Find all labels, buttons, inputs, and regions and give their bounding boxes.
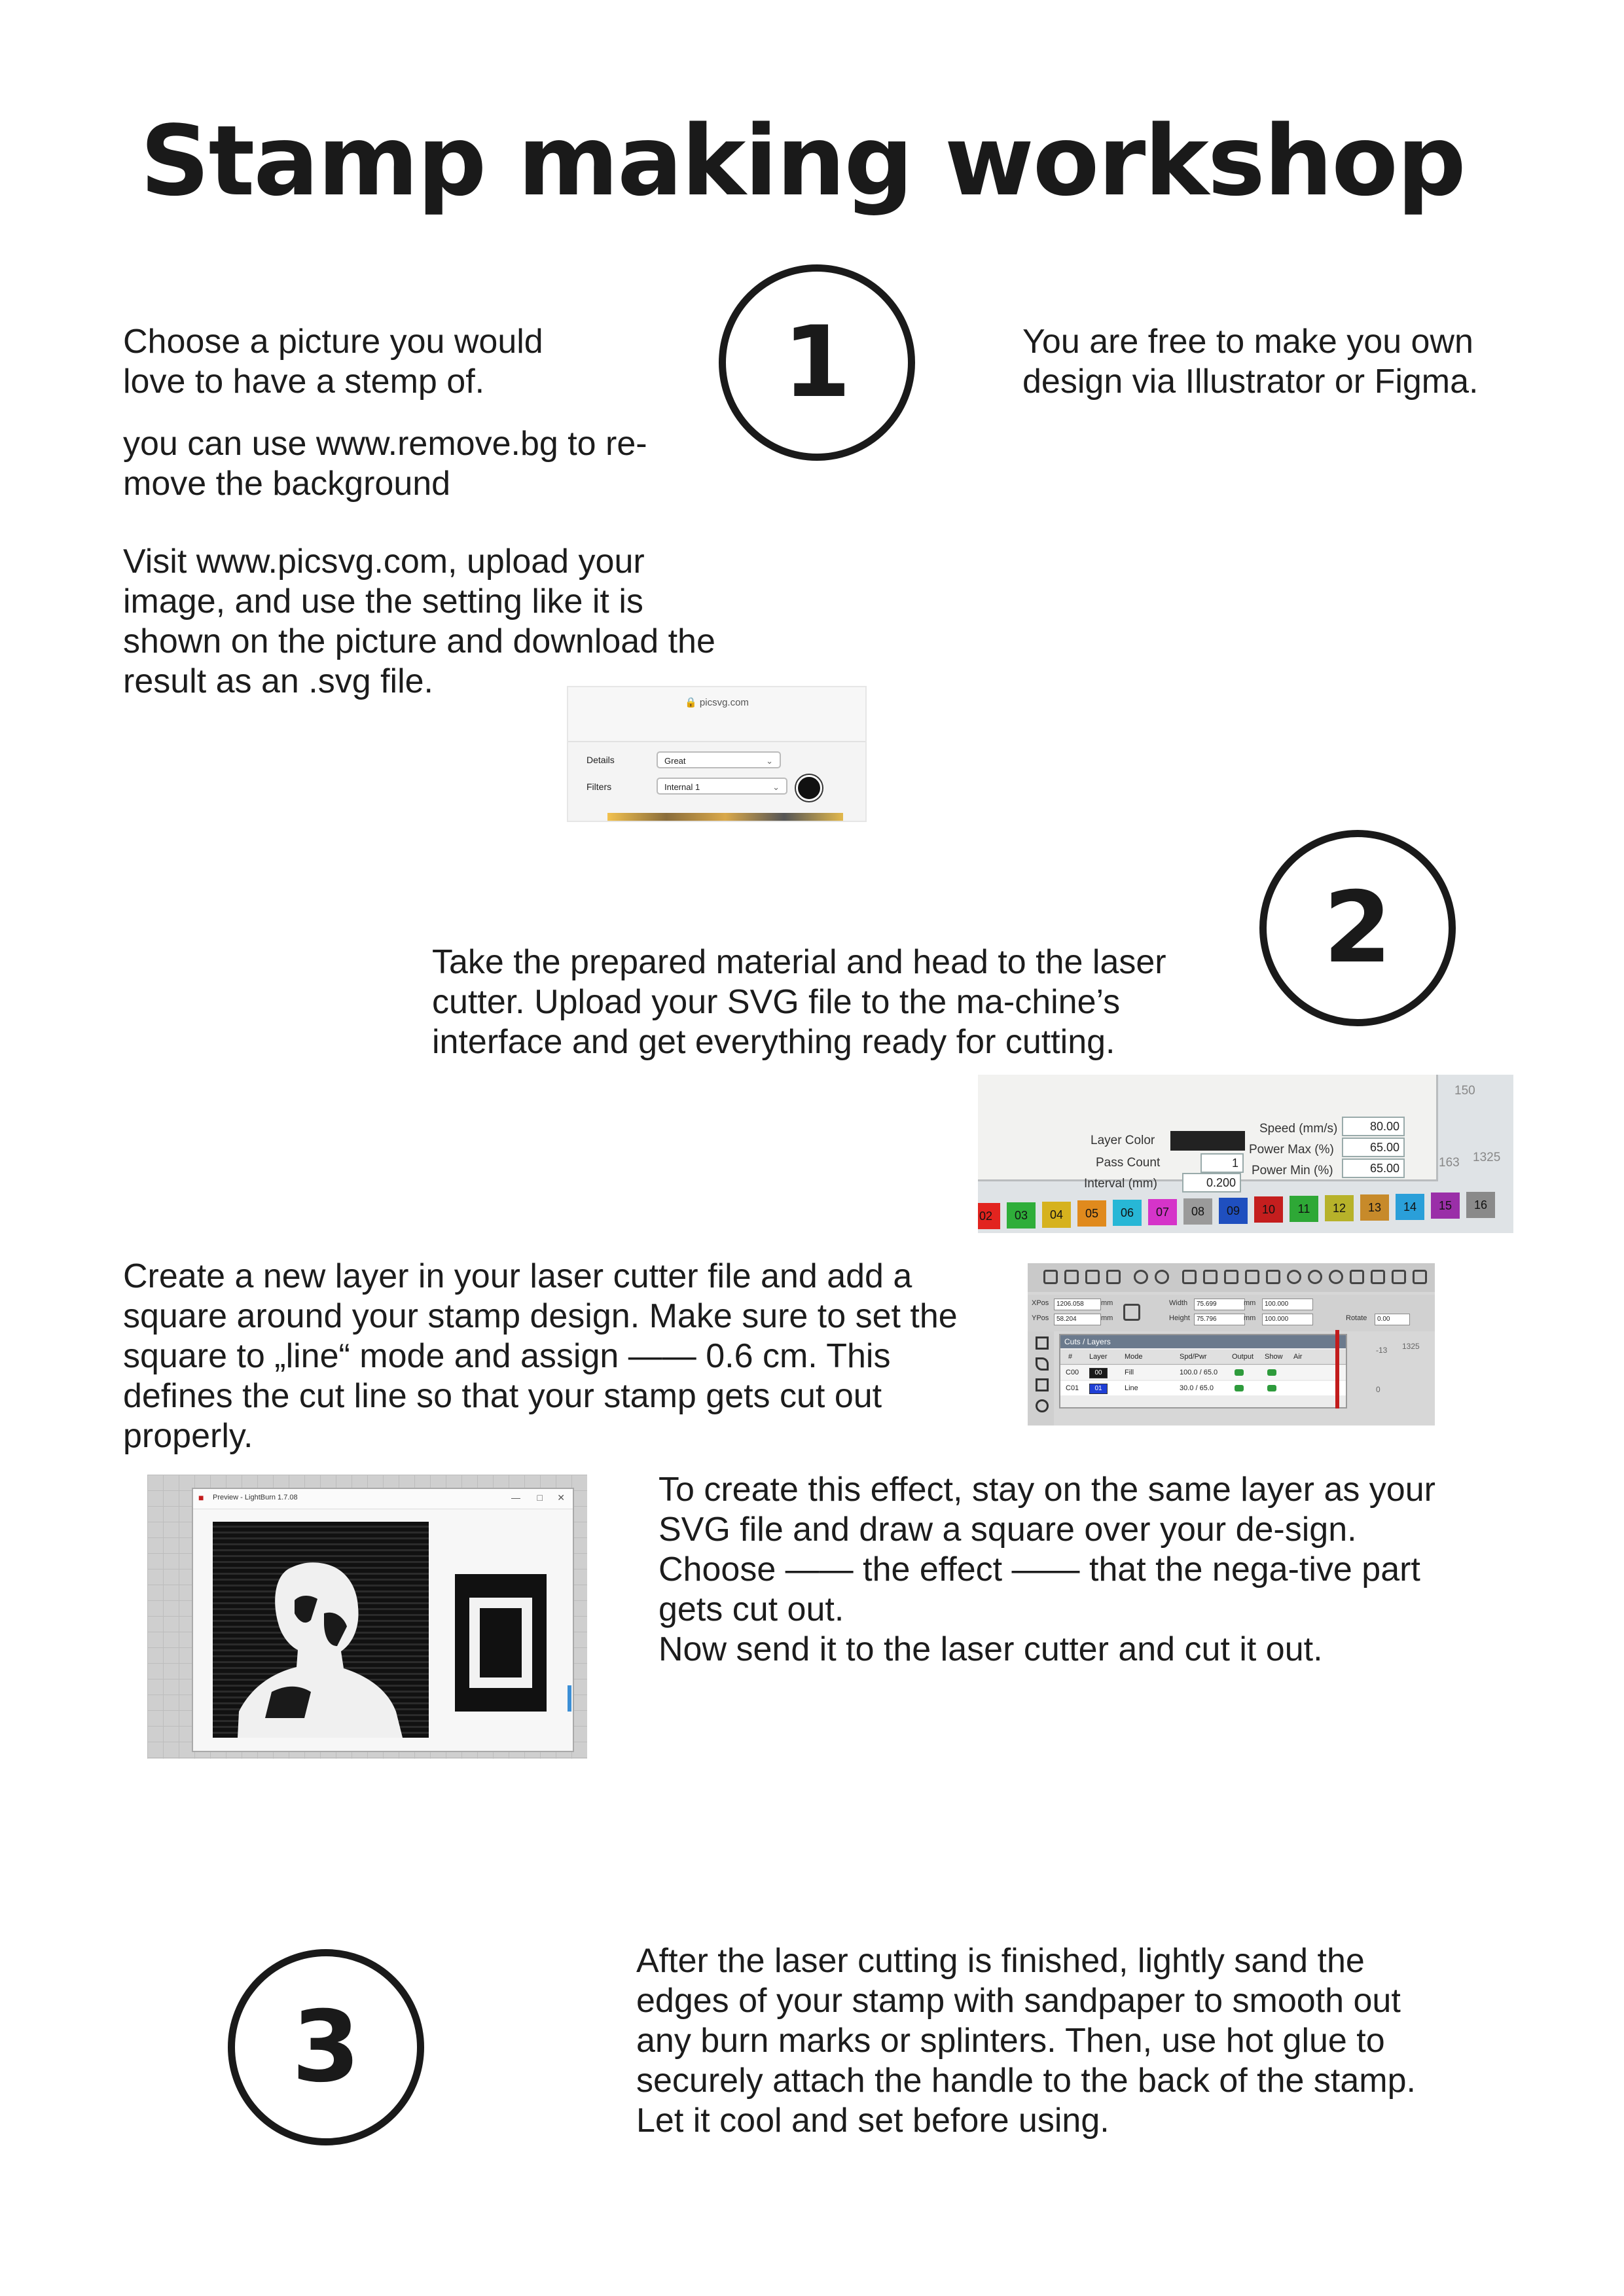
column-header: Spd/Pwr: [1180, 1353, 1207, 1361]
new-file-icon: [1043, 1270, 1058, 1284]
step-3-number: 3: [291, 1990, 361, 2104]
prepare-material-text: Take the prepared material and head to the laser cutter. Upload your SVG file to the ma-chine’s interface and get everything ready for cutting.: [432, 943, 1166, 1061]
ruler-top-label: 150: [1454, 1084, 1475, 1098]
layer-color-chip: 06: [1113, 1200, 1142, 1226]
engraved-portrait-preview: [213, 1522, 429, 1738]
chevron-down-icon: ⌄: [772, 782, 780, 792]
zoom-out-icon: [1308, 1270, 1322, 1284]
step-2-badge: [1259, 830, 1456, 1026]
select-tool-icon: [1036, 1336, 1049, 1350]
layer-number: C00: [1066, 1369, 1079, 1376]
height-unit: mm: [1244, 1314, 1256, 1322]
image-preview-edge: [607, 813, 843, 821]
cuts-layers-columns: [1060, 1350, 1346, 1365]
column-header: Air: [1293, 1353, 1303, 1361]
finishing-text: After the laser cutting is finished, lightly sand the edges of your stamp with sandpaper to smooth out any burn marks or splinters. Then, use hot glue to securely attach the handle to the back of the stamp. Let it cool and set before using.: [636, 1942, 1416, 2140]
picsvg-settings-screenshot: [567, 686, 867, 822]
move-icon: [1266, 1270, 1280, 1284]
rotate-field: 0.00: [1375, 1314, 1410, 1325]
layer-speed-power: 30.0 / 65.0: [1180, 1384, 1214, 1392]
layer-color-chip: 02: [978, 1203, 1000, 1229]
layer-color-chip: 14: [1396, 1194, 1424, 1220]
layer-speed-power: 100.0 / 65.0: [1180, 1369, 1218, 1376]
width-unit: mm: [1244, 1299, 1256, 1307]
layer-color-chip: 08: [1183, 1198, 1212, 1225]
ruler-a: -13: [1376, 1346, 1388, 1355]
ruler-b: 1325: [1402, 1342, 1420, 1351]
step-1-badge: [719, 264, 915, 461]
lightburn-preview-screenshot: [147, 1475, 587, 1759]
ypos-field: 58.204: [1054, 1314, 1101, 1325]
laser-cutter-settings-photo: [978, 1075, 1513, 1233]
layer-color-chip: 07: [1148, 1199, 1177, 1225]
save-as-icon: [1106, 1270, 1121, 1284]
app-icon: ■: [198, 1492, 204, 1503]
portrait-silhouette: [213, 1522, 429, 1738]
layer-color-chip: 12: [1325, 1195, 1354, 1221]
xpos-label: XPos: [1032, 1299, 1049, 1307]
layer-mode: Line: [1125, 1384, 1138, 1392]
ypos-label: YPos: [1032, 1314, 1049, 1322]
cuts-layers-title: Cuts / Layers: [1060, 1335, 1346, 1348]
ruler-c: 0: [1376, 1385, 1380, 1394]
choose-picture-text: Choose a picture you would love to have a stemp of.: [123, 323, 543, 401]
paste-icon: [1224, 1270, 1238, 1284]
layer-color-chip: 15: [1431, 1193, 1460, 1219]
column-header: #: [1068, 1353, 1073, 1361]
layer-color-chip: 10: [1254, 1196, 1283, 1223]
output-toggle: [1235, 1385, 1244, 1391]
column-header: Layer: [1089, 1353, 1108, 1361]
zoom-in-icon: [1287, 1270, 1301, 1284]
speed-label: Speed (mm/s): [1259, 1122, 1338, 1136]
settings-icon: [1155, 1270, 1169, 1284]
step-3-badge: [228, 1949, 424, 2145]
lightburn-toolbar: [1028, 1263, 1435, 1292]
page-title: Stamp making workshop: [140, 105, 1465, 217]
layer-color-chip: 04: [1042, 1202, 1071, 1228]
rectangle-tool-icon: [1036, 1378, 1049, 1391]
browser-url: 🔒 picsvg.com: [685, 697, 749, 708]
remove-bg-text: you can use www.remove.bg to re-move the background: [123, 425, 647, 503]
layer-color-label: Layer Color: [1091, 1134, 1155, 1147]
width-field: 75.699: [1194, 1299, 1245, 1310]
power-min-label: Power Min (%): [1252, 1164, 1333, 1177]
delete-icon: [1245, 1270, 1259, 1284]
column-header: Mode: [1125, 1353, 1143, 1361]
layer-mode: Fill: [1125, 1369, 1134, 1376]
column-header: Show: [1265, 1353, 1283, 1361]
show-toggle: [1267, 1385, 1276, 1391]
layer-color-chip: 11: [1290, 1196, 1318, 1222]
tool-column: [1028, 1331, 1054, 1426]
layer-color-chip: 13: [1360, 1194, 1389, 1221]
draw-tool-icon: [1036, 1357, 1049, 1371]
layer-color-box: [1170, 1131, 1245, 1151]
height-field: 75.796: [1194, 1314, 1245, 1325]
layer-color-badge: 01: [1089, 1384, 1108, 1394]
power-min-value: 65.00: [1342, 1158, 1405, 1178]
details-label: Details: [586, 755, 615, 765]
frame-icon: [1350, 1270, 1364, 1284]
step-2-number: 2: [1323, 871, 1392, 985]
selection-marker: [1335, 1330, 1339, 1408]
layer-row: [1060, 1381, 1346, 1395]
scale-x-field: 100.000: [1262, 1299, 1313, 1310]
pass-count-value: 1: [1200, 1153, 1244, 1173]
layer-number: C01: [1066, 1384, 1079, 1392]
layer-color-chip: 09: [1219, 1198, 1248, 1224]
width-label: Width: [1169, 1299, 1188, 1307]
frame-inner-white: [469, 1598, 532, 1688]
layer-color-chip: 03: [1007, 1202, 1036, 1229]
open-folder-icon: [1064, 1270, 1079, 1284]
minimize-icon: —: [511, 1492, 520, 1503]
frame-inner-black: [480, 1608, 522, 1677]
power-max-label: Power Max (%): [1249, 1143, 1334, 1157]
preview-window: [192, 1488, 574, 1752]
layer-color-badge: 00: [1089, 1368, 1108, 1378]
cuts-layers-panel: [1059, 1334, 1347, 1408]
preview-window-title: Preview - LightBurn 1.7.08: [213, 1494, 298, 1501]
interval-label: Interval (mm): [1084, 1177, 1157, 1191]
layer-row: [1060, 1365, 1346, 1380]
close-icon: ✕: [557, 1492, 565, 1503]
details-select: Great ⌄: [657, 751, 781, 768]
ypos-unit: mm: [1101, 1314, 1113, 1322]
maximize-icon: □: [537, 1492, 543, 1503]
cut-icon: [1182, 1270, 1197, 1284]
create-effect-text: To create this effect, stay on the same layer as your SVG file and draw a square over your de-sign. Choose —— the effect —— that the nega-tive part gets cut out.: [659, 1471, 1435, 1628]
chevron-down-icon: ⌄: [766, 756, 773, 766]
save-icon: [1085, 1270, 1100, 1284]
monitor-icon: [1392, 1270, 1406, 1284]
cut-frame-preview: [455, 1574, 547, 1712]
zoom-fit-icon: [1329, 1270, 1343, 1284]
own-design-text: You are free to make you own design via Illustrator or Figma.: [1022, 323, 1479, 401]
interval-value: 0.200: [1182, 1173, 1241, 1193]
lightburn-cuts-layers-screenshot: [1028, 1263, 1435, 1426]
xpos-unit: mm: [1101, 1299, 1113, 1307]
layer-color-chip: 16: [1466, 1192, 1495, 1218]
position-size-bar: [1028, 1295, 1435, 1331]
scale-y-field: 100.000: [1262, 1314, 1313, 1325]
power-max-value: 65.00: [1342, 1138, 1405, 1157]
preview-titlebar: [193, 1489, 573, 1509]
filters-label: Filters: [586, 781, 612, 792]
laser-settings-panel: [978, 1075, 1438, 1191]
send-to-cutter-text: Now send it to the laser cutter and cut it out.: [659, 1630, 1323, 1668]
lock-icon: [1123, 1304, 1140, 1321]
column-header: Output: [1232, 1353, 1254, 1361]
output-toggle: [1235, 1369, 1244, 1376]
filters-select: Internal 1 ⌄: [657, 778, 787, 795]
copy-icon: [1203, 1270, 1218, 1284]
height-label: Height: [1169, 1314, 1190, 1322]
browser-url-bar: [568, 687, 865, 742]
color-swatch: [796, 775, 822, 801]
visit-picsvg-text: Visit www.picsvg.com, upload your image, and use the setting like it is shown on the picture and download the result as an .svg file.: [123, 543, 715, 700]
layer-color-chip: 05: [1077, 1200, 1106, 1227]
show-toggle: [1267, 1369, 1276, 1376]
pass-count-label: Pass Count: [1096, 1156, 1161, 1170]
xpos-field: 1206.058: [1054, 1299, 1101, 1310]
create-layer-text: Create a new layer in your laser cutter file and add a square around your stamp design. Make sure to set the square to „line“ mode and assign —— 0.6 cm. This defines the cut line so that your stamp gets cut out properly.: [123, 1257, 958, 1455]
scrollbar: [568, 1685, 571, 1712]
speed-value: 80.00: [1342, 1117, 1405, 1136]
ruler-right-label: 1325: [1473, 1151, 1501, 1164]
rotate-label: Rotate: [1346, 1314, 1367, 1322]
camera-icon: [1371, 1270, 1385, 1284]
laser-icon: [1413, 1270, 1427, 1284]
import-icon: [1134, 1270, 1148, 1284]
ruler-left-label: 163: [1439, 1156, 1460, 1170]
step-1-number: 1: [782, 306, 852, 420]
layer-color-chips: [978, 1194, 1513, 1233]
ellipse-tool-icon: [1036, 1399, 1049, 1412]
